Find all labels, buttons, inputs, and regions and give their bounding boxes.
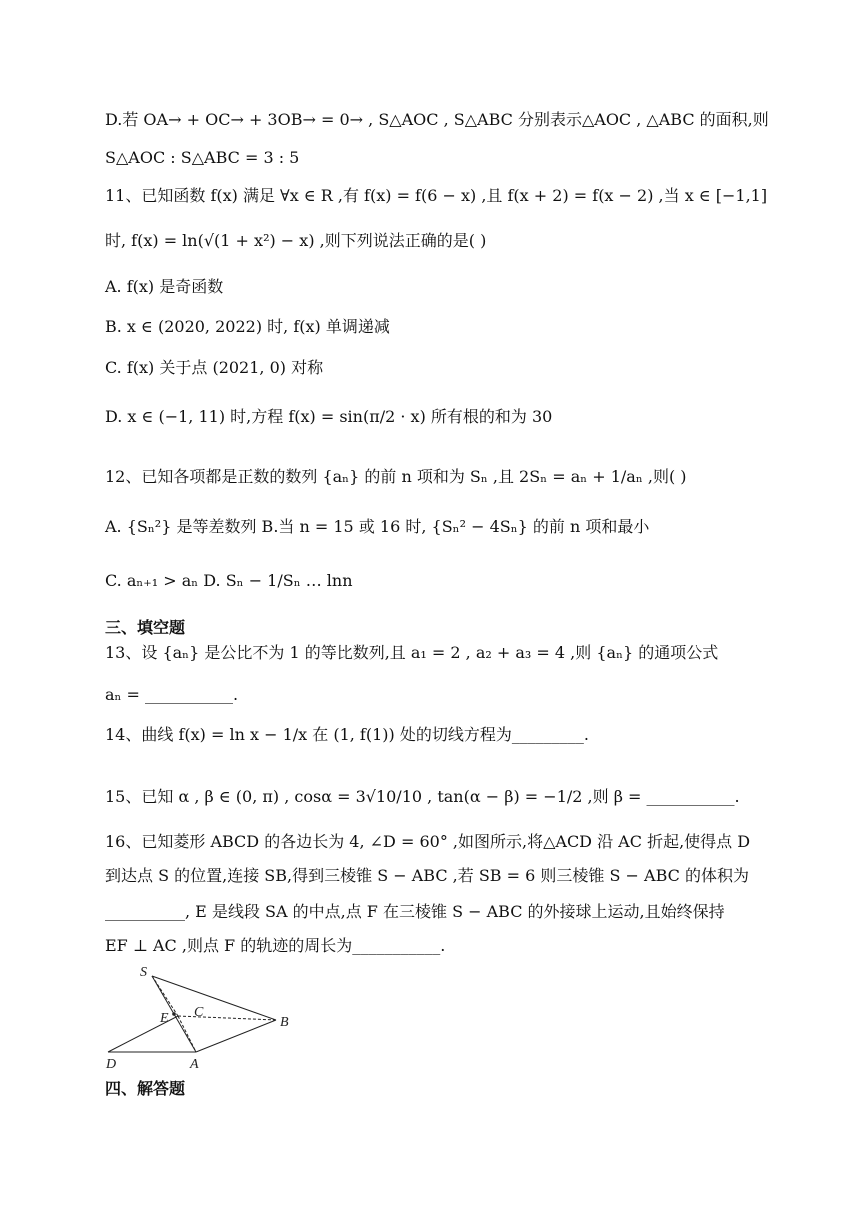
label-D: D (106, 1057, 117, 1072)
pyramid-figure (100, 962, 300, 1074)
q10-option-d-line1: D.若 OA→ + OC→ + 3OB→ = 0→ , S△AOC , S△ABC 分别表示△AOC , △ABC 的面积,则 (105, 110, 769, 129)
q16-stem-line1: 16、已知菱形 ABCD 的各边长为 4, ∠D = 60° ,如图所示,将△ACD 沿 AC 折起,使得点 D (105, 832, 751, 851)
point-E (172, 1012, 176, 1016)
q15-stem: 15、已知 α , β ∈ (0, π) , cosα = 3√10/10 , tan(α − β) = −1/2 ,则 β = ___________. (105, 787, 740, 806)
q11-option-b: B. x ∈ (2020, 2022) 时, f(x) 单调递减 (105, 317, 390, 336)
q16-stem-line3: __________, E 是线段 SA 的中点,点 F 在三棱锥 S − ABC 的外接球上运动,且始终保持 (105, 902, 725, 921)
q14-stem: 14、曲线 f(x) = ln x − 1/x 在 (1, f(1)) 处的切线方程为_________. (105, 725, 589, 744)
edge-SB (152, 976, 276, 1020)
q11-option-a: A. f(x) 是奇函数 (105, 277, 224, 296)
q11-option-c: C. f(x) 关于点 (2021, 0) 对称 (105, 358, 324, 377)
section-fill-in-heading: 三、填空题 (105, 618, 186, 637)
q11-option-d: D. x ∈ (−1, 11) 时,方程 f(x) = sin(π/2 · x) 所有根的和为 30 (105, 407, 553, 426)
q12-options-ab: A. {Sₙ²} 是等差数列 B.当 n = 15 或 16 时, {Sₙ² − 4Sₙ} 的前 n 项和最小 (105, 517, 650, 536)
label-B: B (280, 1015, 289, 1030)
q16-stem-line4: EF ⊥ AC ,则点 F 的轨迹的周长为___________. (105, 936, 446, 955)
q16-stem-line2: 到达点 S 的位置,连接 SB,得到三棱锥 S − ABC ,若 SB = 6 则三棱锥 S − ABC 的体积为 (105, 866, 749, 885)
label-A: A (190, 1057, 199, 1072)
label-S: S (140, 965, 147, 980)
q12-options-cd: C. aₙ₊₁ > aₙ D. Sₙ − 1/Sₙ … lnn (105, 571, 353, 590)
edge-CB-dashed (178, 1016, 276, 1020)
q11-stem-line2: 时, f(x) = ln(√(1 + x²) − x) ,则下列说法正确的是( ) (105, 231, 487, 250)
q12-stem: 12、已知各项都是正数的数列 {aₙ} 的前 n 项和为 Sₙ ,且 2Sₙ = aₙ + 1/aₙ ,则( ) (105, 467, 687, 486)
q11-stem-line1: 11、已知函数 f(x) 满足 ∀x ∈ R ,有 f(x) = f(6 − x) ,且 f(x + 2) = f(x − 2) ,当 x ∈ [−1,1] (105, 186, 768, 205)
q10-option-d-line2: S△AOC : S△ABC = 3 : 5 (105, 148, 300, 167)
edge-SC-dashed (152, 976, 178, 1016)
section-answer-heading: 四、解答题 (105, 1079, 186, 1098)
label-E: E (160, 1011, 169, 1026)
label-C: C (194, 1005, 204, 1020)
q13-stem: 13、设 {aₙ} 是公比不为 1 的等比数列,且 a₁ = 2 , a₂ + a₃ = 4 ,则 {aₙ} 的通项公式 (105, 643, 719, 662)
edge-AB (196, 1020, 276, 1052)
q13-blank: aₙ = ___________. (105, 685, 239, 704)
